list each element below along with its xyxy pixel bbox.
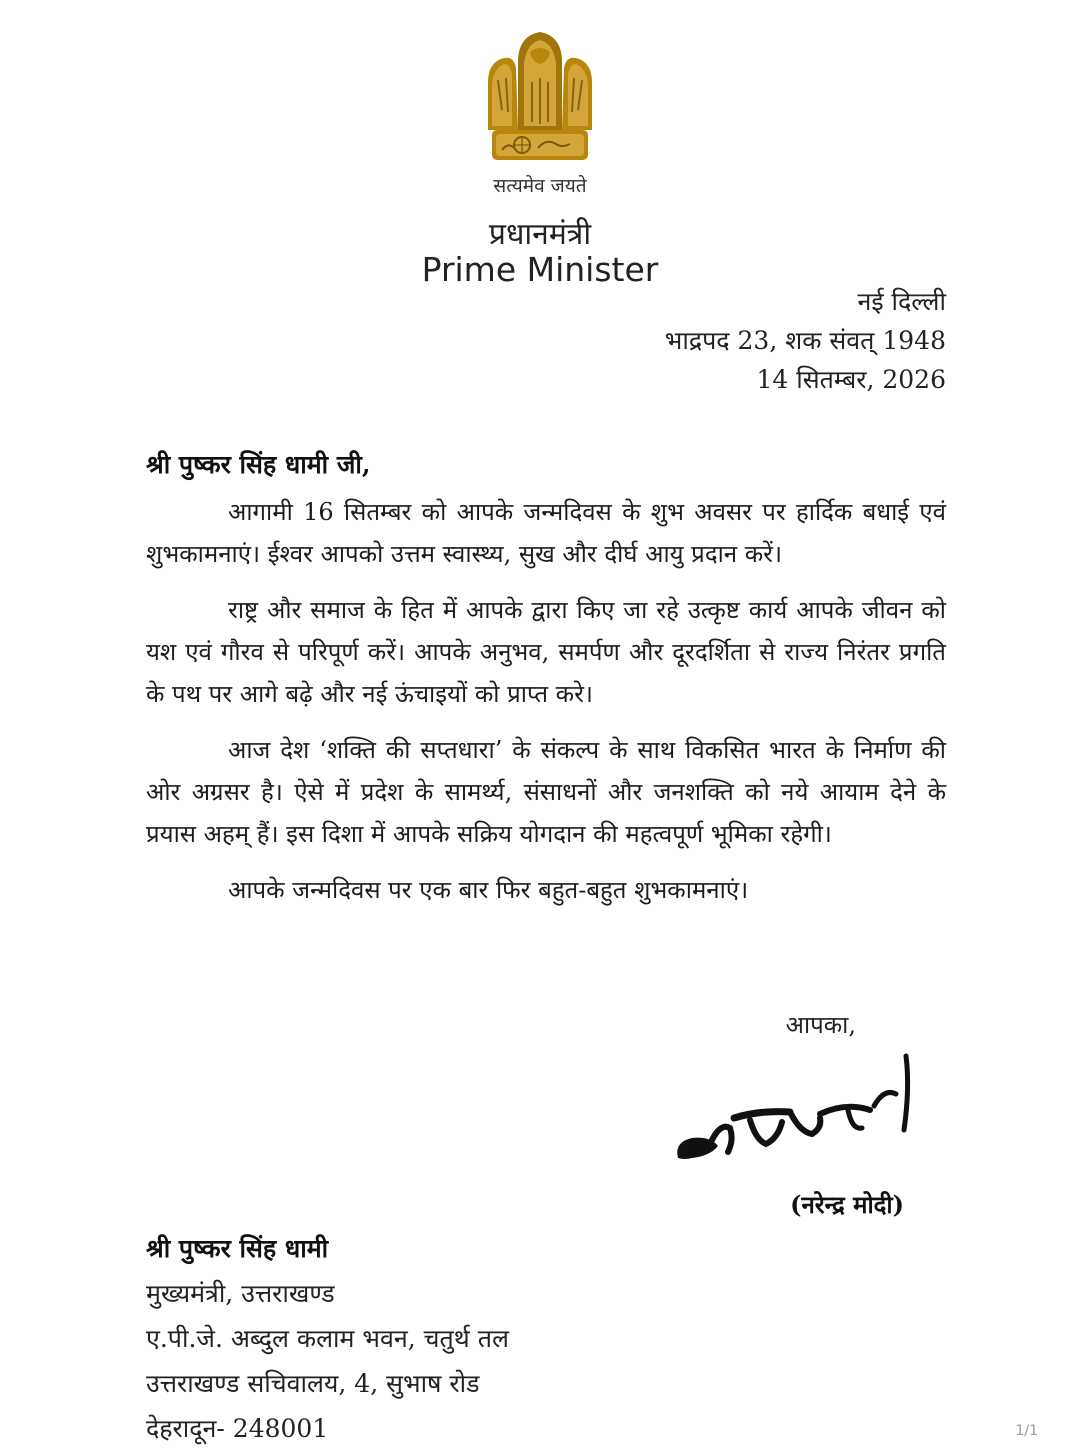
recipient-address bbox=[146, 1226, 509, 1451]
address-line-2: उत्तराखण्ड सचिवालय, 4, सुभाष रोड bbox=[146, 1369, 480, 1398]
office-title-english: Prime Minister bbox=[421, 250, 659, 289]
date-block bbox=[665, 282, 946, 399]
body-paragraph-3: आज देश ‘शक्ति की सप्तधारा’ के संकल्प के साथ विकसित भारत के निर्माण की ओर अग्रसर है। ऐसे में प्रदेश के सामर्थ्य, संसाधनों और जनशक्ति को नये आयाम देने के प्रयास अहम् हैं। इस दिशा में आपके सक्रिय योगदान की महत्वपूर्ण भूमिका रहेगी। bbox=[146, 736, 946, 848]
address-line-1: ए.पी.जे. अब्दुल कलाम भवन, चतुर्थ तल bbox=[146, 1324, 509, 1353]
date-gregorian: 14 सितम्बर, 2026 bbox=[756, 365, 946, 394]
address-designation: मुख्यमंत्री, उत्तराखण्ड bbox=[146, 1279, 335, 1308]
national-emblem-icon bbox=[480, 22, 600, 172]
signer-name: (नरेन्द्र मोदी) bbox=[790, 1190, 904, 1219]
letter-body bbox=[146, 491, 946, 925]
emblem-motto: सत्यमेव जयते bbox=[493, 175, 587, 197]
body-paragraph-4: आपके जन्मदिवस पर एक बार फिर बहुत-बहुत शुभकामनाएं। bbox=[228, 876, 749, 904]
salutation: श्री पुष्कर सिंह धामी जी, bbox=[146, 450, 371, 479]
address-city: देहरादून- 248001 bbox=[146, 1414, 329, 1443]
body-paragraph-1: आगामी 16 सितम्बर को आपके जन्मदिवस के शुभ अवसर पर हार्दिक बधाई एवं शुभकामनाएं। ईश्वर आपको उत्तम स्वास्थ्य, सुख और दीर्घ आयु प्रदान करें। bbox=[146, 498, 946, 568]
date-place: नई दिल्ली bbox=[857, 287, 946, 316]
office-title-hindi: प्रधानमंत्री bbox=[488, 217, 592, 252]
page-indicator: 1/1 bbox=[1015, 1423, 1038, 1439]
body-paragraph-2: राष्ट्र और समाज के हित में आपके द्वारा किए जा रहे उत्कृष्ट कार्य आपके जीवन को यश एवं गौरव से परिपूर्ण करें। आपके अनुभव, समर्पण और दूरदर्शिता से राज्य निरंतर प्रगति के पथ पर आगे बढ़े और नई ऊंचाइयों को प्राप्त करे। bbox=[146, 596, 946, 708]
address-name: श्री पुष्कर सिंह धामी bbox=[146, 1234, 329, 1263]
signature-image bbox=[670, 1048, 950, 1178]
closing: आपका, bbox=[785, 1011, 856, 1039]
date-saka: भाद्रपद 23, शक संवत् 1948 bbox=[664, 326, 946, 355]
